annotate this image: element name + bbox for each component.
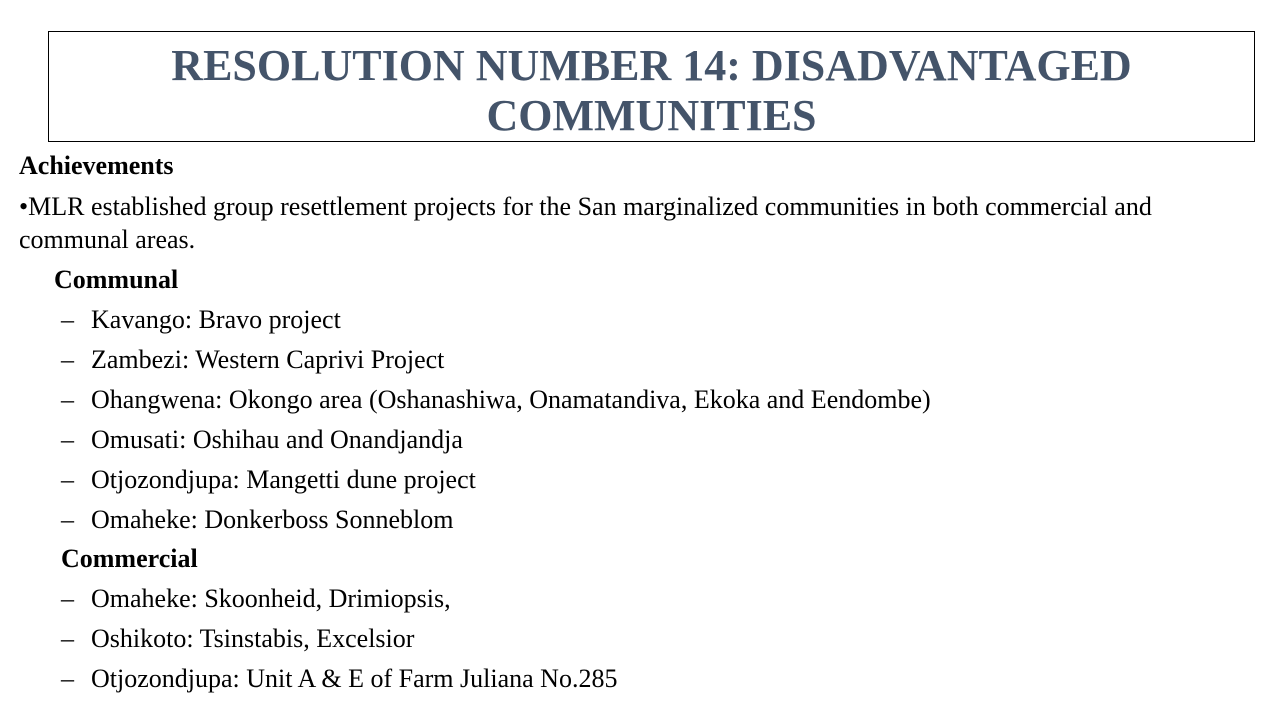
list-item-text: Omaheke: Skoonheid, Drimiopsis, (91, 584, 451, 613)
list-item-text: Oshikoto: Tsinstabis, Excelsior (91, 624, 415, 653)
list-dash: – (61, 385, 74, 414)
commercial-heading: Commercial (61, 544, 198, 573)
list-item (61, 504, 454, 536)
list-dash: – (61, 425, 74, 454)
list-item (61, 583, 451, 615)
list-item-text: Otjozondjupa: Unit A & E of Farm Juliana No.285 (91, 664, 618, 693)
list-dash: – (61, 505, 74, 534)
list-item-text: Omusati: Oshihau and Onandjandja (91, 425, 463, 454)
slide-title: RESOLUTION NUMBER 14: DISADVANTAGED COMMUNITIES (171, 41, 1132, 140)
list-item (61, 424, 463, 456)
list-dash: – (61, 624, 74, 653)
list-item-text: Zambezi: Western Caprivi Project (91, 345, 445, 374)
list-item (61, 464, 476, 496)
list-dash: – (61, 345, 74, 374)
list-item-text: Ohangwena: Okongo area (Oshanashiwa, Onamatandiva, Ekoka and Eendombe) (91, 385, 931, 414)
list-item (61, 384, 931, 416)
list-dash: – (61, 664, 74, 693)
title-box (48, 31, 1255, 142)
communal-heading: Communal (54, 265, 179, 294)
list-item (61, 304, 341, 336)
list-item (61, 344, 444, 376)
list-dash: – (61, 584, 74, 613)
list-item-text: Kavango: Bravo project (91, 305, 341, 334)
list-item-text: Omaheke: Donkerboss Sonneblom (91, 505, 454, 534)
list-dash: – (61, 465, 74, 494)
list-dash: – (61, 305, 74, 334)
intro-bullet: •MLR established group resettlement projects for the San marginalized communities in both commercial and communal areas. (19, 192, 1152, 254)
achievements-heading: Achievements (19, 151, 174, 180)
list-item (61, 623, 414, 655)
list-item (61, 663, 617, 695)
list-item-text: Otjozondjupa: Mangetti dune project (91, 465, 476, 494)
